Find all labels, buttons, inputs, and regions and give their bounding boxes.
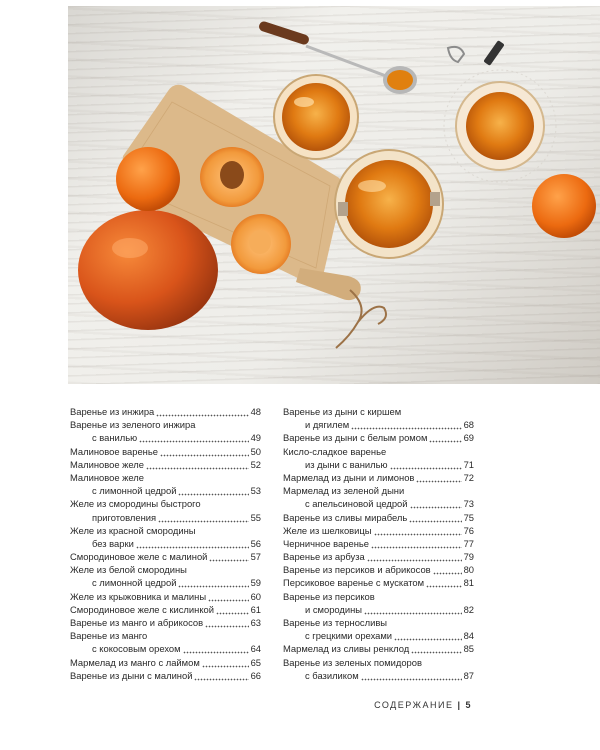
toc-entry[interactable]: с грецкими орехами 84 xyxy=(305,630,474,642)
page-number: 5 xyxy=(465,700,472,710)
toc-entry[interactable]: из дыни с ванилью 71 xyxy=(305,458,474,470)
toc-entry[interactable]: Мармелад из дыни и лимонов 72 xyxy=(283,471,474,483)
toc-entry-line: Варенье из персиков xyxy=(283,590,375,602)
jam-photo xyxy=(68,6,600,384)
toc-entry[interactable]: Персиковое варенье с мускатом 81 xyxy=(283,577,474,589)
toc-entry[interactable]: Мармелад из манго с лаймом 65 xyxy=(70,656,261,668)
toc-entry[interactable]: и дягилем 68 xyxy=(305,419,474,431)
jam-jar xyxy=(274,75,358,159)
toc-entry[interactable]: Варенье из арбуза 79 xyxy=(283,551,474,563)
pastry-cutter xyxy=(483,40,504,66)
toc-entry[interactable]: Смородиновое желе с малиной 57 xyxy=(70,551,261,563)
toc-entry[interactable]: Смородиновое желе с кислинкой 61 xyxy=(70,603,261,615)
toc-entry[interactable]: с базиликом 87 xyxy=(305,669,474,681)
apricot xyxy=(532,174,596,238)
toc-left-column xyxy=(70,405,261,682)
toc-entry[interactable]: Варенье из инжира 48 xyxy=(70,406,261,417)
toc-entry[interactable]: Малиновое варенье 50 xyxy=(70,445,261,457)
toc-right-column xyxy=(283,405,474,682)
pastry-cutter xyxy=(448,47,464,62)
toc-entry-line: Малиновое желе xyxy=(70,471,144,483)
toc-entry[interactable]: Желе из шелковицы 76 xyxy=(283,524,474,536)
toc-entry[interactable]: Варенье из дыни с малиной 66 xyxy=(70,669,261,681)
toc-entry[interactable]: с ванилью 49 xyxy=(92,432,261,444)
section-title: СОДЕРЖАНИЕ xyxy=(374,700,454,710)
toc-entry-line: Желе из красной смородины xyxy=(70,524,196,536)
toc-entry-line: Варенье из дыни с киршем xyxy=(283,406,402,417)
toc-entry[interactable]: Варенье из сливы мирабель 75 xyxy=(283,511,474,523)
jam-jar xyxy=(335,150,443,258)
toc-entry[interactable]: приготовления 55 xyxy=(92,511,261,523)
page-footer xyxy=(374,700,472,710)
toc-entry[interactable]: Варенье из манго и абрикосов 63 xyxy=(70,617,261,628)
toc-entry-line: Мармелад из зеленой дыни xyxy=(283,485,405,497)
toc-entry[interactable]: с лимонной цедрой 59 xyxy=(92,577,261,589)
toc-entry[interactable]: Малиновое желе 52 xyxy=(70,458,261,470)
toc-entry[interactable]: Варенье из дыни с белым ромом 69 xyxy=(283,432,474,444)
toc-entry-line: Варенье из манго xyxy=(70,630,148,642)
toc-entry[interactable]: с лимонной цедрой 53 xyxy=(92,485,261,497)
apricot xyxy=(116,147,180,211)
toc-entry[interactable]: Мармелад из сливы ренклод 85 xyxy=(283,643,474,655)
toc-entry[interactable]: с апельсиновой цедрой 73 xyxy=(305,498,474,510)
toc-entry[interactable]: Варенье из персиков и абрикосов 80 xyxy=(283,564,474,576)
toc-entry[interactable]: без варки 56 xyxy=(92,537,261,549)
jam-jar xyxy=(444,70,556,182)
toc-entry-line: Варенье из терносливы xyxy=(283,617,388,628)
toc-entry-line: Желе из белой смородины xyxy=(70,564,187,576)
toc-entry-line: Желе из смородины быстрого xyxy=(70,498,201,510)
footer-separator: | xyxy=(457,700,462,710)
toc-entry[interactable]: Черничное варенье 77 xyxy=(283,537,474,549)
toc-entry[interactable]: и смородины 82 xyxy=(305,603,474,615)
toc-entry-line: Варенье из зеленых помидоров xyxy=(283,656,422,668)
mango xyxy=(78,210,218,330)
toc-entry[interactable]: Желе из крыжовника и малины 60 xyxy=(70,590,261,602)
toc-entry-line: Кисло-сладкое варенье xyxy=(283,445,387,457)
toc-entry[interactable]: с кокосовым орехом 64 xyxy=(92,643,261,655)
toc-entry-line: Варенье из зеленого инжира xyxy=(70,419,196,431)
